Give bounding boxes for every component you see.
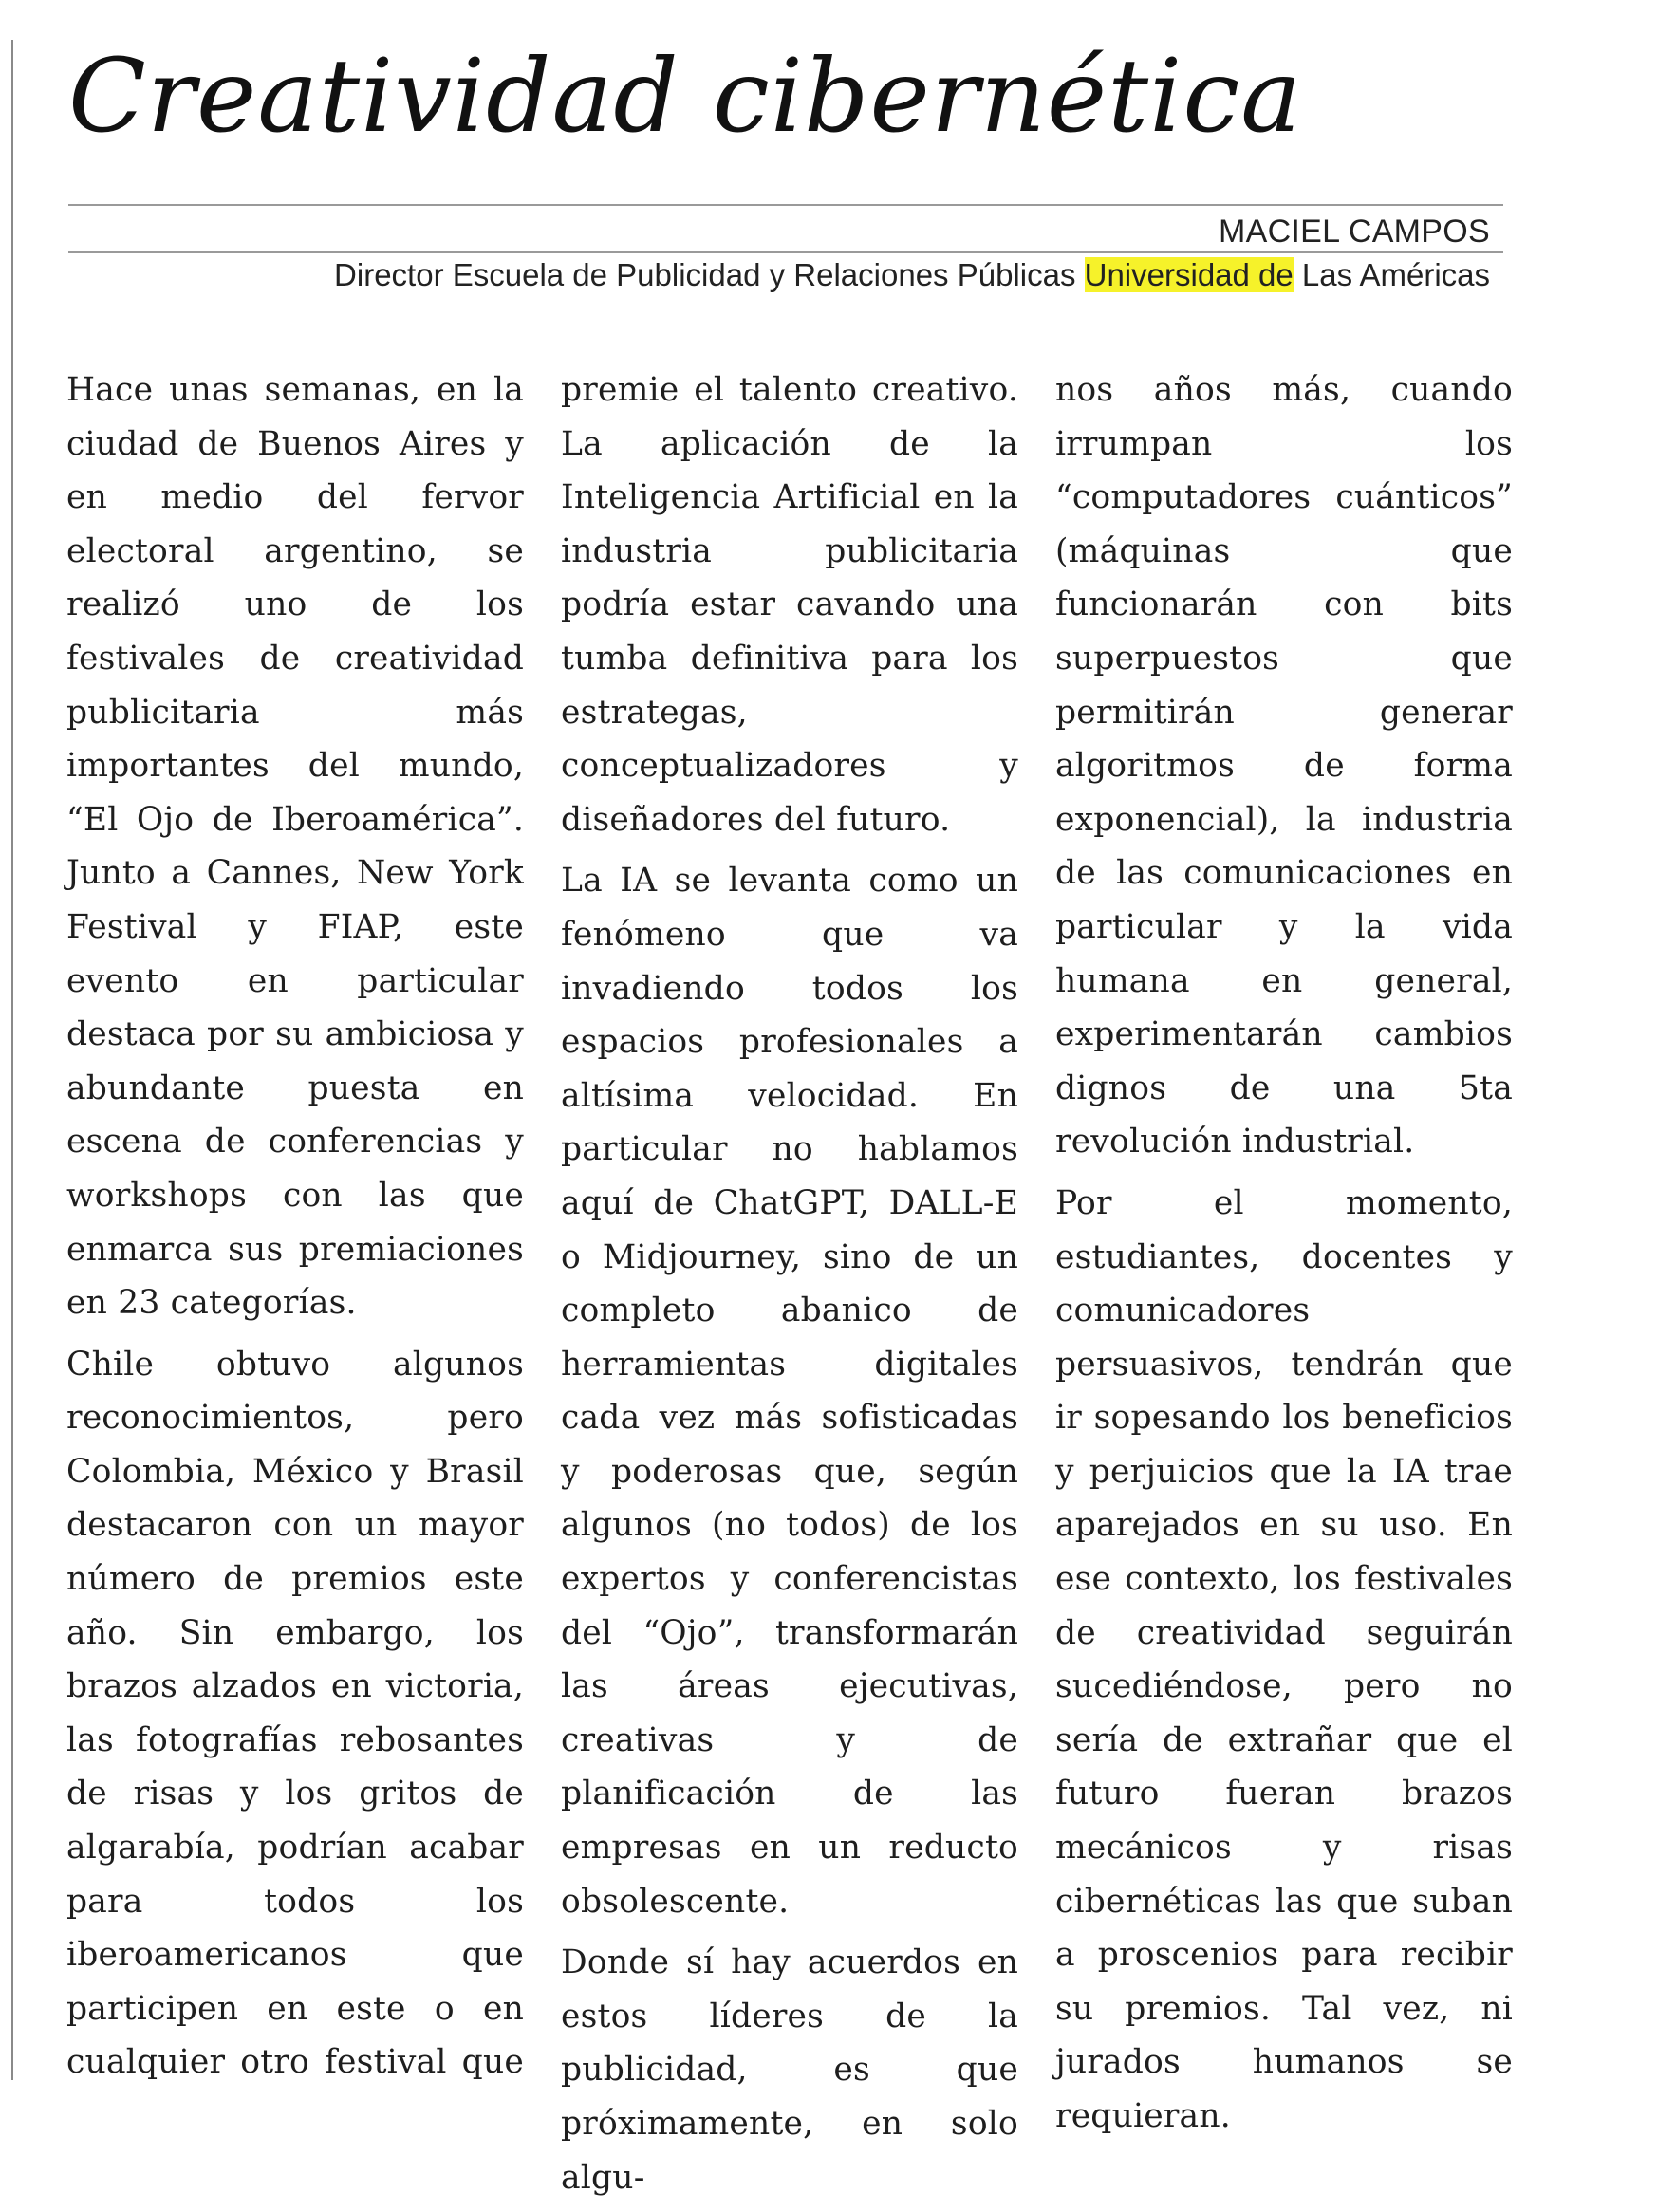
page-margin-rule bbox=[11, 40, 13, 2080]
paragraph: premie el talento creativo. La aplicación de la Inteligencia Artificial en la industria publicitaria podría estar cavando una tumba definitiva para los estrategas, conceptualizadores y diseñadores del futuro. bbox=[561, 371, 1018, 839]
paragraph: La IA se levanta como un fenómeno que va invadiendo todos los espacios profesionales a altísima velocidad. En particular no hablamos aquí de ChatGPT, DALL-E o Midjourney, sino de un completo abanico de herramientas digitales cada vez más sofisticadas y poderosas que, según algunos (no todos) de los expertos y conferencistas del “Ojo”, transformarán las áreas ejecutivas, creativas y de planificación de las empresas en un reducto obsolescente. bbox=[561, 862, 1018, 1921]
article-body bbox=[66, 363, 1513, 2212]
paragraph: Hace unas semanas, en la ciudad de Buenos Aires y en medio del fervor electoral argentino, se realizó uno de los festivales de creatividad publicitaria más importantes del mundo, “El Ojo de Iberoamérica”. Junto a Cannes, New York Festival y FIAP, este evento en particular destaca por su ambiciosa y abundante puesta en escena de conferencias y workshops con las que enmarca sus premiaciones en 23 categorías. bbox=[66, 371, 524, 1323]
author-affiliation bbox=[334, 254, 1490, 296]
column-3 bbox=[1055, 363, 1513, 2212]
column-1 bbox=[66, 363, 524, 2212]
column-2 bbox=[561, 363, 1018, 2212]
paragraph: Donde sí hay acuerdos en estos líderes de la publicidad, es que próximamente, en solo algu- bbox=[561, 1943, 1018, 2197]
paragraph: nos años más, cuando irrumpan los “computadores cuánticos” (máquinas que funcionarán con bits superpuestos que permitirán generar algoritmos de forma exponencial), la industria de las comunicaciones en particular y la vida humana en general, experimentarán cambios dignos de una 5ta revolución industrial. bbox=[1055, 371, 1513, 1162]
author-name: MACIEL CAMPOS bbox=[1218, 214, 1490, 250]
paragraph: Chile obtuvo algunos reconocimientos, pero Colombia, México y Brasil destacaron con un mayor número de premios este año. Sin embargo, los brazos alzados en victoria, las fotografías rebosantes de risas y los gritos de algarabía, podrían acabar para todos los iberoamericanos que participen en este o en cualquier otro festival que bbox=[66, 1345, 524, 2082]
headline: Creatividad cibernética bbox=[68, 38, 1303, 156]
highlighted-text: Universidad de bbox=[1084, 257, 1294, 292]
affiliation-text: Director Escuela de Publicidad y Relaciones Públicas bbox=[334, 257, 1085, 292]
header-rule-top bbox=[68, 204, 1503, 206]
header-rule-middle bbox=[68, 251, 1503, 253]
paragraph: Por el momento, estudiantes, docentes y comunicadores persuasivos, tendrán que ir sopesando los beneficios y perjuicios que la IA trae aparejados en su uso. En ese contexto, los festivales de creatividad seguirán sucediéndose, pero no sería de extrañar que el futuro fueran brazos mecánicos y risas cibernéticas las que suban a proscenios para recibir su premios. Tal vez, ni jurados humanos se requieran. bbox=[1055, 1183, 1513, 2135]
affiliation-text-end: Las Américas bbox=[1293, 257, 1490, 292]
